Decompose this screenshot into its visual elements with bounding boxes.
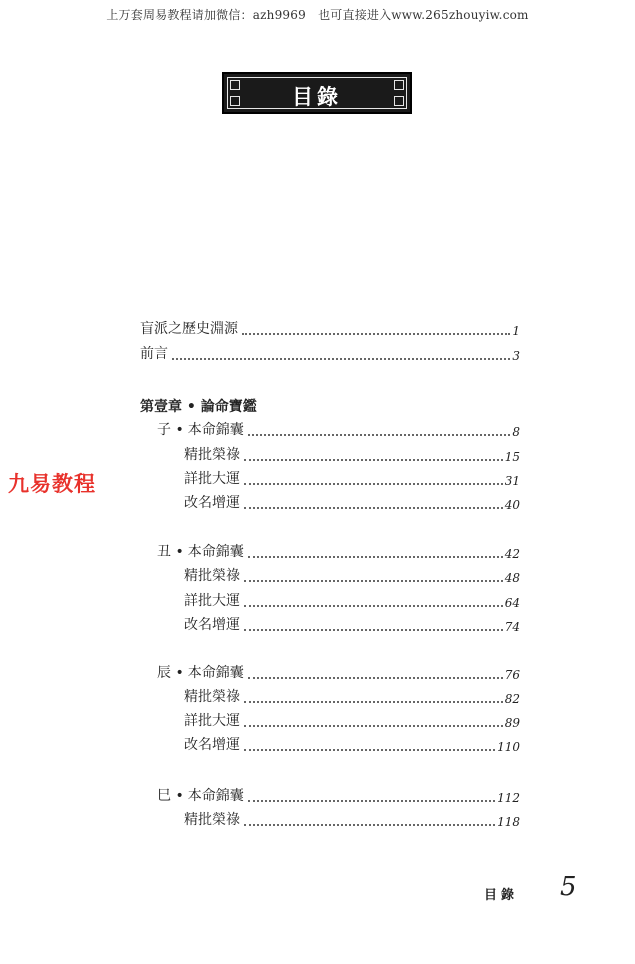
toc-entry-label: 詳批大運 [184,471,240,487]
toc-entry-page: 82 [504,692,520,706]
dot-leader [244,580,503,582]
toc-entry-page: 110 [497,740,520,754]
toc-entry[interactable] [184,811,520,829]
toc-title-plate [222,72,412,114]
toc-entry[interactable] [184,494,520,512]
toc-entry-page: 1 [512,324,520,338]
toc-entry-page: 89 [504,716,520,730]
branch-label: 辰 • [157,665,184,681]
toc-entry-label: 精批榮祿 [184,689,240,705]
dot-leader [248,434,511,436]
chapter-heading: 第壹章 • 論命寶鑑 [140,399,257,415]
watermark-text: 九易教程 [8,472,96,496]
footer-section-label: 目錄 [484,888,519,903]
toc-entry[interactable] [184,592,520,610]
dot-leader [244,459,503,461]
dot-leader [244,725,503,727]
dot-leader [244,701,503,703]
toc-entry-label: 本命錦囊 [187,422,244,438]
toc-entry[interactable] [157,421,520,439]
footer-page-number: 5 [560,872,577,902]
toc-entry-page: 31 [504,474,520,488]
toc-entry-label: 改名增運 [184,617,240,633]
branch-label: 子 • [157,422,184,438]
header-banner: 上万套周易教程请加微信：azh9969 也可直接进入www.265zhouyiw.com [106,8,529,22]
toc-entry-page: 112 [497,791,520,805]
toc-entry-page: 118 [497,815,520,829]
branch-label: 巳 • [157,788,184,804]
dot-leader [244,629,503,631]
toc-entry[interactable] [184,616,520,634]
toc-entry-page: 40 [504,498,520,512]
dot-leader [248,677,503,679]
toc-entry[interactable] [184,567,520,585]
toc-entry[interactable] [184,712,520,730]
toc-entry-page: 48 [504,571,520,585]
toc-entry-label: 前言 [140,346,168,362]
toc-entry[interactable] [157,664,520,682]
toc-entry-label: 本命錦囊 [187,665,244,681]
toc-entry-page: 42 [504,547,520,561]
toc-entry[interactable] [140,320,520,338]
dot-leader [248,556,503,558]
dot-leader [244,824,495,826]
toc-entry-page: 64 [504,596,520,610]
toc-entry[interactable] [184,736,520,754]
toc-entry-page: 74 [504,620,520,634]
toc-entry-label: 本命錦囊 [187,544,244,560]
toc-entry-page: 3 [512,349,520,363]
toc-entry[interactable] [157,787,520,805]
toc-entry-label: 精批榮祿 [184,568,240,584]
dot-leader [248,800,495,802]
dot-leader [172,358,510,360]
toc-entry-label: 詳批大運 [184,593,240,609]
dot-leader [244,507,503,509]
toc-entry[interactable] [157,543,520,561]
toc-entry-label: 盲派之歷史淵源 [140,321,238,337]
dot-leader [242,333,510,335]
toc-entry[interactable] [140,345,520,363]
toc-entry-page: 8 [512,425,520,439]
dot-leader [244,483,503,485]
toc-entry-label: 改名增運 [184,737,240,753]
toc-entry-label: 精批榮祿 [184,812,240,828]
toc-entry-label: 本命錦囊 [187,788,244,804]
toc-entry[interactable] [184,688,520,706]
toc-entry[interactable] [184,470,520,488]
toc-entry-label: 改名增運 [184,495,240,511]
page-title: 目錄 [292,85,342,109]
toc-entry-page: 15 [504,450,520,464]
toc-entry-label: 詳批大運 [184,713,240,729]
dot-leader [244,605,503,607]
toc-entry-label: 精批榮祿 [184,447,240,463]
toc-entry-page: 76 [504,668,520,682]
toc-entry[interactable] [184,446,520,464]
branch-label: 丑 • [157,544,184,560]
dot-leader [244,749,495,751]
